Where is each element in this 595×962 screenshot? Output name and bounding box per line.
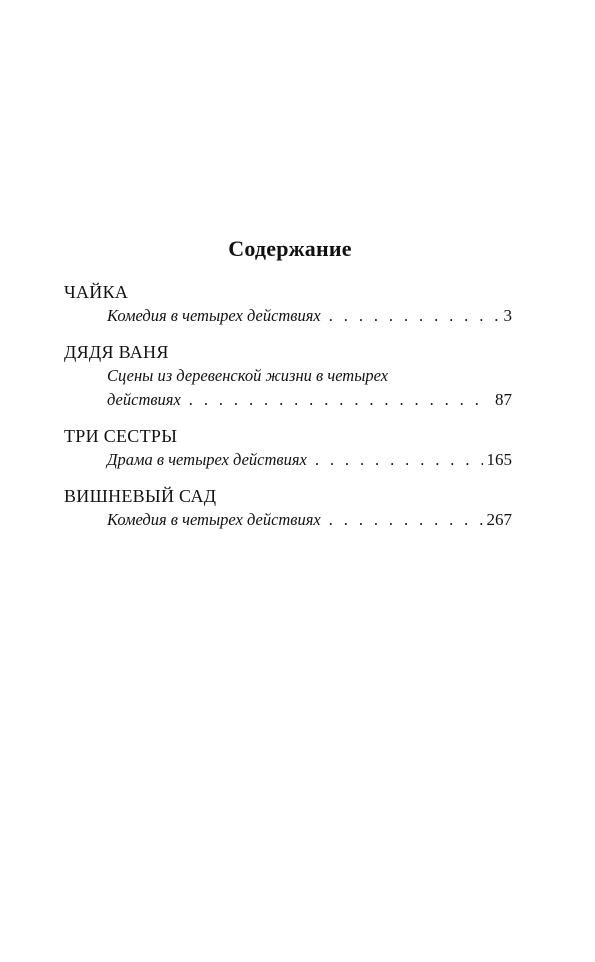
toc-entry-line — [107, 448, 512, 472]
toc-entry-subtitle: Комедия в четырех действиях — [107, 510, 321, 529]
toc-entry-subtitle: Сцены из деревенской жизни в четырех — [107, 366, 389, 385]
toc-page-number: 87 — [495, 390, 512, 409]
toc-entry-subtitle: Комедия в четырех действиях — [107, 306, 321, 325]
toc-page-number: 3 — [503, 306, 512, 325]
dot-leader — [329, 508, 483, 532]
toc-entry-title: ВИШНЕВЫЙ САД — [64, 486, 217, 506]
toc-entry-tri-sestry — [64, 424, 512, 472]
dot-leader — [315, 448, 483, 472]
toc-entry-title: ТРИ СЕСТРЫ — [64, 426, 178, 446]
toc-entry-chaika — [64, 280, 512, 328]
toc-entry-vishnevyi-sad — [64, 484, 512, 532]
toc-entry-dyadya-vanya — [64, 340, 512, 412]
toc-entry-subtitle: Драма в четырех действиях — [107, 450, 307, 469]
dot-leader — [329, 304, 500, 328]
toc-entry-line — [107, 304, 512, 328]
toc-entry-line — [107, 388, 512, 412]
table-of-contents — [64, 280, 512, 544]
toc-heading: Содержание — [228, 236, 352, 261]
dot-leader — [189, 388, 491, 412]
toc-entry-subtitle-continued: действиях — [107, 390, 181, 409]
toc-entry-line — [107, 508, 512, 532]
toc-page-number: 267 — [486, 510, 512, 529]
toc-entry-subtitle-block — [107, 364, 512, 412]
toc-entry-title: ЧАЙКА — [64, 282, 129, 302]
toc-entry-title: ДЯДЯ ВАНЯ — [64, 342, 169, 362]
toc-page-number: 165 — [486, 450, 512, 469]
